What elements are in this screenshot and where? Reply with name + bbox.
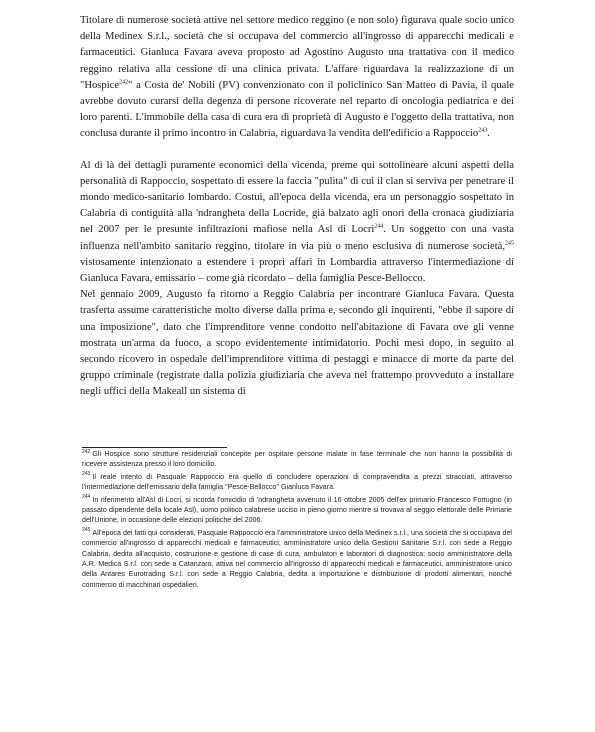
footnote-text: In riferimento all'Asl di Locri, si ricorda l'omicidio di 'ndrangheta avvenuto il 16 ottobre 2005 dell'ex primario Francesco Fortugno (in passato dipendente della locale Asl), uomo politico calabrese ucciso in pieno giorno mentre si trovava al seggio elettorale delle Primarie dell'Unione, in occasione delle elezioni politiche del 2006. <box>82 495 512 525</box>
paragraph-text: . Un soggetto con una vasta influenza nell'ambito sanitario reggino, titolare in via più o meno esclusiva di numerose società, <box>80 224 514 252</box>
footnote-number: 244 <box>82 494 91 501</box>
paragraph-1 <box>80 13 514 143</box>
footnote-separator <box>82 447 227 448</box>
paragraph-text: " a Costa de' Nobili (PV) convenzionato con il policlinico San Matteo di Pavia, il quale avrebbe dovuto curarsi della degenza di persone ricoverate nel reparto di oncologia pediatrica e dei loro parenti. L'immobile della casa di cura era di proprietà di Augusto e l'oggetto della trattativa, non conclusa durante il primo incontro in Calabria, riguardava la vendita dell'edificio a Rappoccio <box>80 79 514 140</box>
footnote-242 <box>82 449 512 470</box>
footnote-245 <box>82 528 512 590</box>
footnote-ref-243[interactable]: 243 <box>478 127 488 134</box>
footnote-243 <box>82 472 512 493</box>
footnote-number: 243 <box>82 471 91 478</box>
paragraph-3 <box>80 287 514 400</box>
footnote-ref-244[interactable]: 244 <box>374 223 384 230</box>
footnote-ref-245[interactable]: 245 <box>505 240 514 247</box>
footnote-text: Il reale intento di Pasquale Rappoccio era quello di concludere operazioni di compravendita a prezzi stracciati, attraverso l'intermediazione dell'emissario della famiglia "Pesce-Bellocco" Gianluca Favara. <box>82 472 512 492</box>
paragraph-2 <box>80 158 514 288</box>
paragraph-text: Al di là dei dettagli puramente economici della vicenda, preme qui sottolineare alcuni aspetti della personalità di Rappoccio, sospettato di essere la faccia "pulita" di cui il clan si serviva per penetrare il mondo medico-sanitario lombardo. Costui, all'epoca della vicenda, era un personaggio sospettato in Calabria di contiguità alla 'ndrangheta della Locride, già balzato agli onori della cronaca giudiziaria nel 2007 per le presunte infiltrazioni mafiose nella Asl di Locri <box>80 159 514 236</box>
paragraph-text: . <box>487 128 490 140</box>
footnote-number: 242 <box>82 448 91 455</box>
footnote-ref-242[interactable]: 242 <box>119 79 129 86</box>
footnote-text: Gli Hospice sono strutture residenziali concepite per ospitare persone malate in fase terminale che non hanno la possibilità di ricevere assistenza presso il loro domicilio. <box>82 450 512 469</box>
paragraph-text: vistosamente intenzionato a estendere i propri affari in Lombardia attraverso l'intermediazione di Gianluca Favara, emissario – come già ricordato – della famiglia Pesce-Bellocco. <box>80 256 514 285</box>
footnote-text: All'epoca dei fatti qui considerati, Pasquale Rappoccio era l'amministratore unico della Medinex s.r.l., una società che si occupava del commercio all'ingrosso di apparecchi medicali e farmaceutici; amministratore unico della Gestioni Sanitarie S.r.l. con sede a Reggio Calabria, dedita all'acquisto, costruzione e gestione di case di cura, ambulatori e laboratori di diagnostica; socio amministratore della A.R. Medica S.r.l. con sede a Catanzaro, attiva nel commercio all'ingrosso di apparecchi medicali e farmaceutici, amministratore unico della Antares Eurotrading S.r.l. con sede a Reggio Calabria, dedita a importazione e distribuzione di prodotti alimentari, nonché commercio di macchinari ospedalieri. <box>82 528 512 589</box>
main-text <box>80 13 514 401</box>
footnotes <box>82 449 512 592</box>
footnote-244 <box>82 495 512 526</box>
footnote-number: 245 <box>82 527 91 534</box>
paragraph-text: Titolare di numerose società attive nel settore medico reggino (e non solo) figurava quale socio unico della Medinex S.r.l., società che si occupava del commercio all'ingrosso di apparecchi medicali e farmaceutici. Gianluca Favara aveva proposto ad Agostino Augusto una trattativa con il medico reggino relativa alla cessione di una clinica privata. L'affare riguardava la realizzazione di un "Hospice <box>80 15 514 91</box>
paragraph-text: Nel gennaio 2009, Augusto fa ritorno a Reggio Calabria per incontrare Gianluca Favara. Questa trasferta assume caratteristiche molto diverse dalla prima e, secondo gli inquirenti, "ebbe il sapore di una imposizione", dato che l'imprenditore venne condotto nell'abitazione di Favara ove gli venne mostrata un'arma da fuoco, a scopo evidentemente intimidatorio. Pochi mesi dopo, in seguito al secondo ricovero in ospedale dell'imprenditore vittima di pestaggi e minacce di morte da parte del gruppo criminale (registrate dalla polizia giudiziaria che aveva nel frattempo provveduto a installare negli uffici della Makeall un sistema di <box>80 289 514 398</box>
